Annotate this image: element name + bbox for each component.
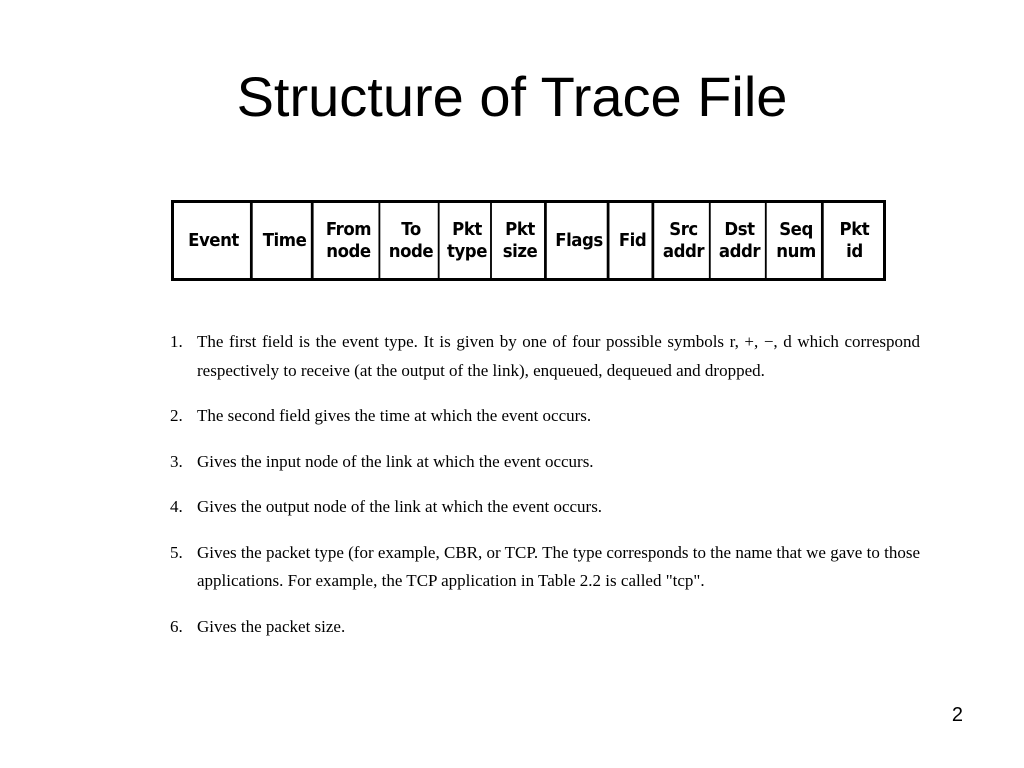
field-description-list: [170, 328, 920, 658]
column-flags: Flags: [551, 203, 609, 278]
slide-title: Structure of Trace File: [236, 65, 788, 128]
column-fid: Fid: [614, 203, 654, 278]
list-item: [170, 448, 920, 477]
column-pkt-type: Pkt type: [444, 203, 492, 278]
list-item-number: 3.: [170, 451, 183, 471]
list-item: [170, 402, 920, 431]
list-item-number: 4.: [170, 497, 183, 516]
list-item-text: Gives the output node of the link at which the event occurs.: [197, 497, 603, 516]
list-item-text: The first field is the event type. It is given by one of four possible symbols r, +, −, d which correspond respectively to receive (at the output of the link), enqueued, dequeued and dropped.: [197, 332, 920, 380]
column-src-addr: Src addr: [658, 203, 710, 278]
list-item-number: 2.: [170, 406, 183, 425]
page-number: 2: [951, 704, 963, 726]
column-to-node: To node: [385, 203, 440, 278]
list-item: [170, 328, 920, 385]
trace-file-field-table: [171, 200, 886, 281]
column-dst-addr: Dst addr: [715, 203, 767, 278]
list-item-text: Gives the packet type (for example, CBR, or TCP. The type corresponds to the name that we gave to those applications. For example, the TCP application in Table 2.2 is called "tcp".: [197, 542, 920, 590]
column-pkt-size: Pkt size: [496, 203, 546, 278]
column-pkt-id: Pkt id: [839, 218, 870, 262]
list-item-number: 5.: [170, 542, 183, 562]
list-item-text: Gives the input node of the link at which the event occurs.: [197, 451, 594, 471]
list-item: [170, 493, 920, 522]
column-seq-num: Seq num: [772, 203, 824, 278]
list-item-text: The second field gives the time at which the event occurs.: [197, 406, 592, 425]
list-item-text: Gives the packet size.: [197, 616, 346, 636]
list-item: [170, 539, 920, 596]
column-time: Time: [258, 203, 313, 278]
column-event: Event: [177, 203, 252, 278]
list-item-number: 1.: [170, 332, 183, 351]
list-item: [170, 613, 920, 642]
list-item-number: 6.: [170, 616, 183, 636]
column-from-node: From node: [318, 203, 379, 278]
